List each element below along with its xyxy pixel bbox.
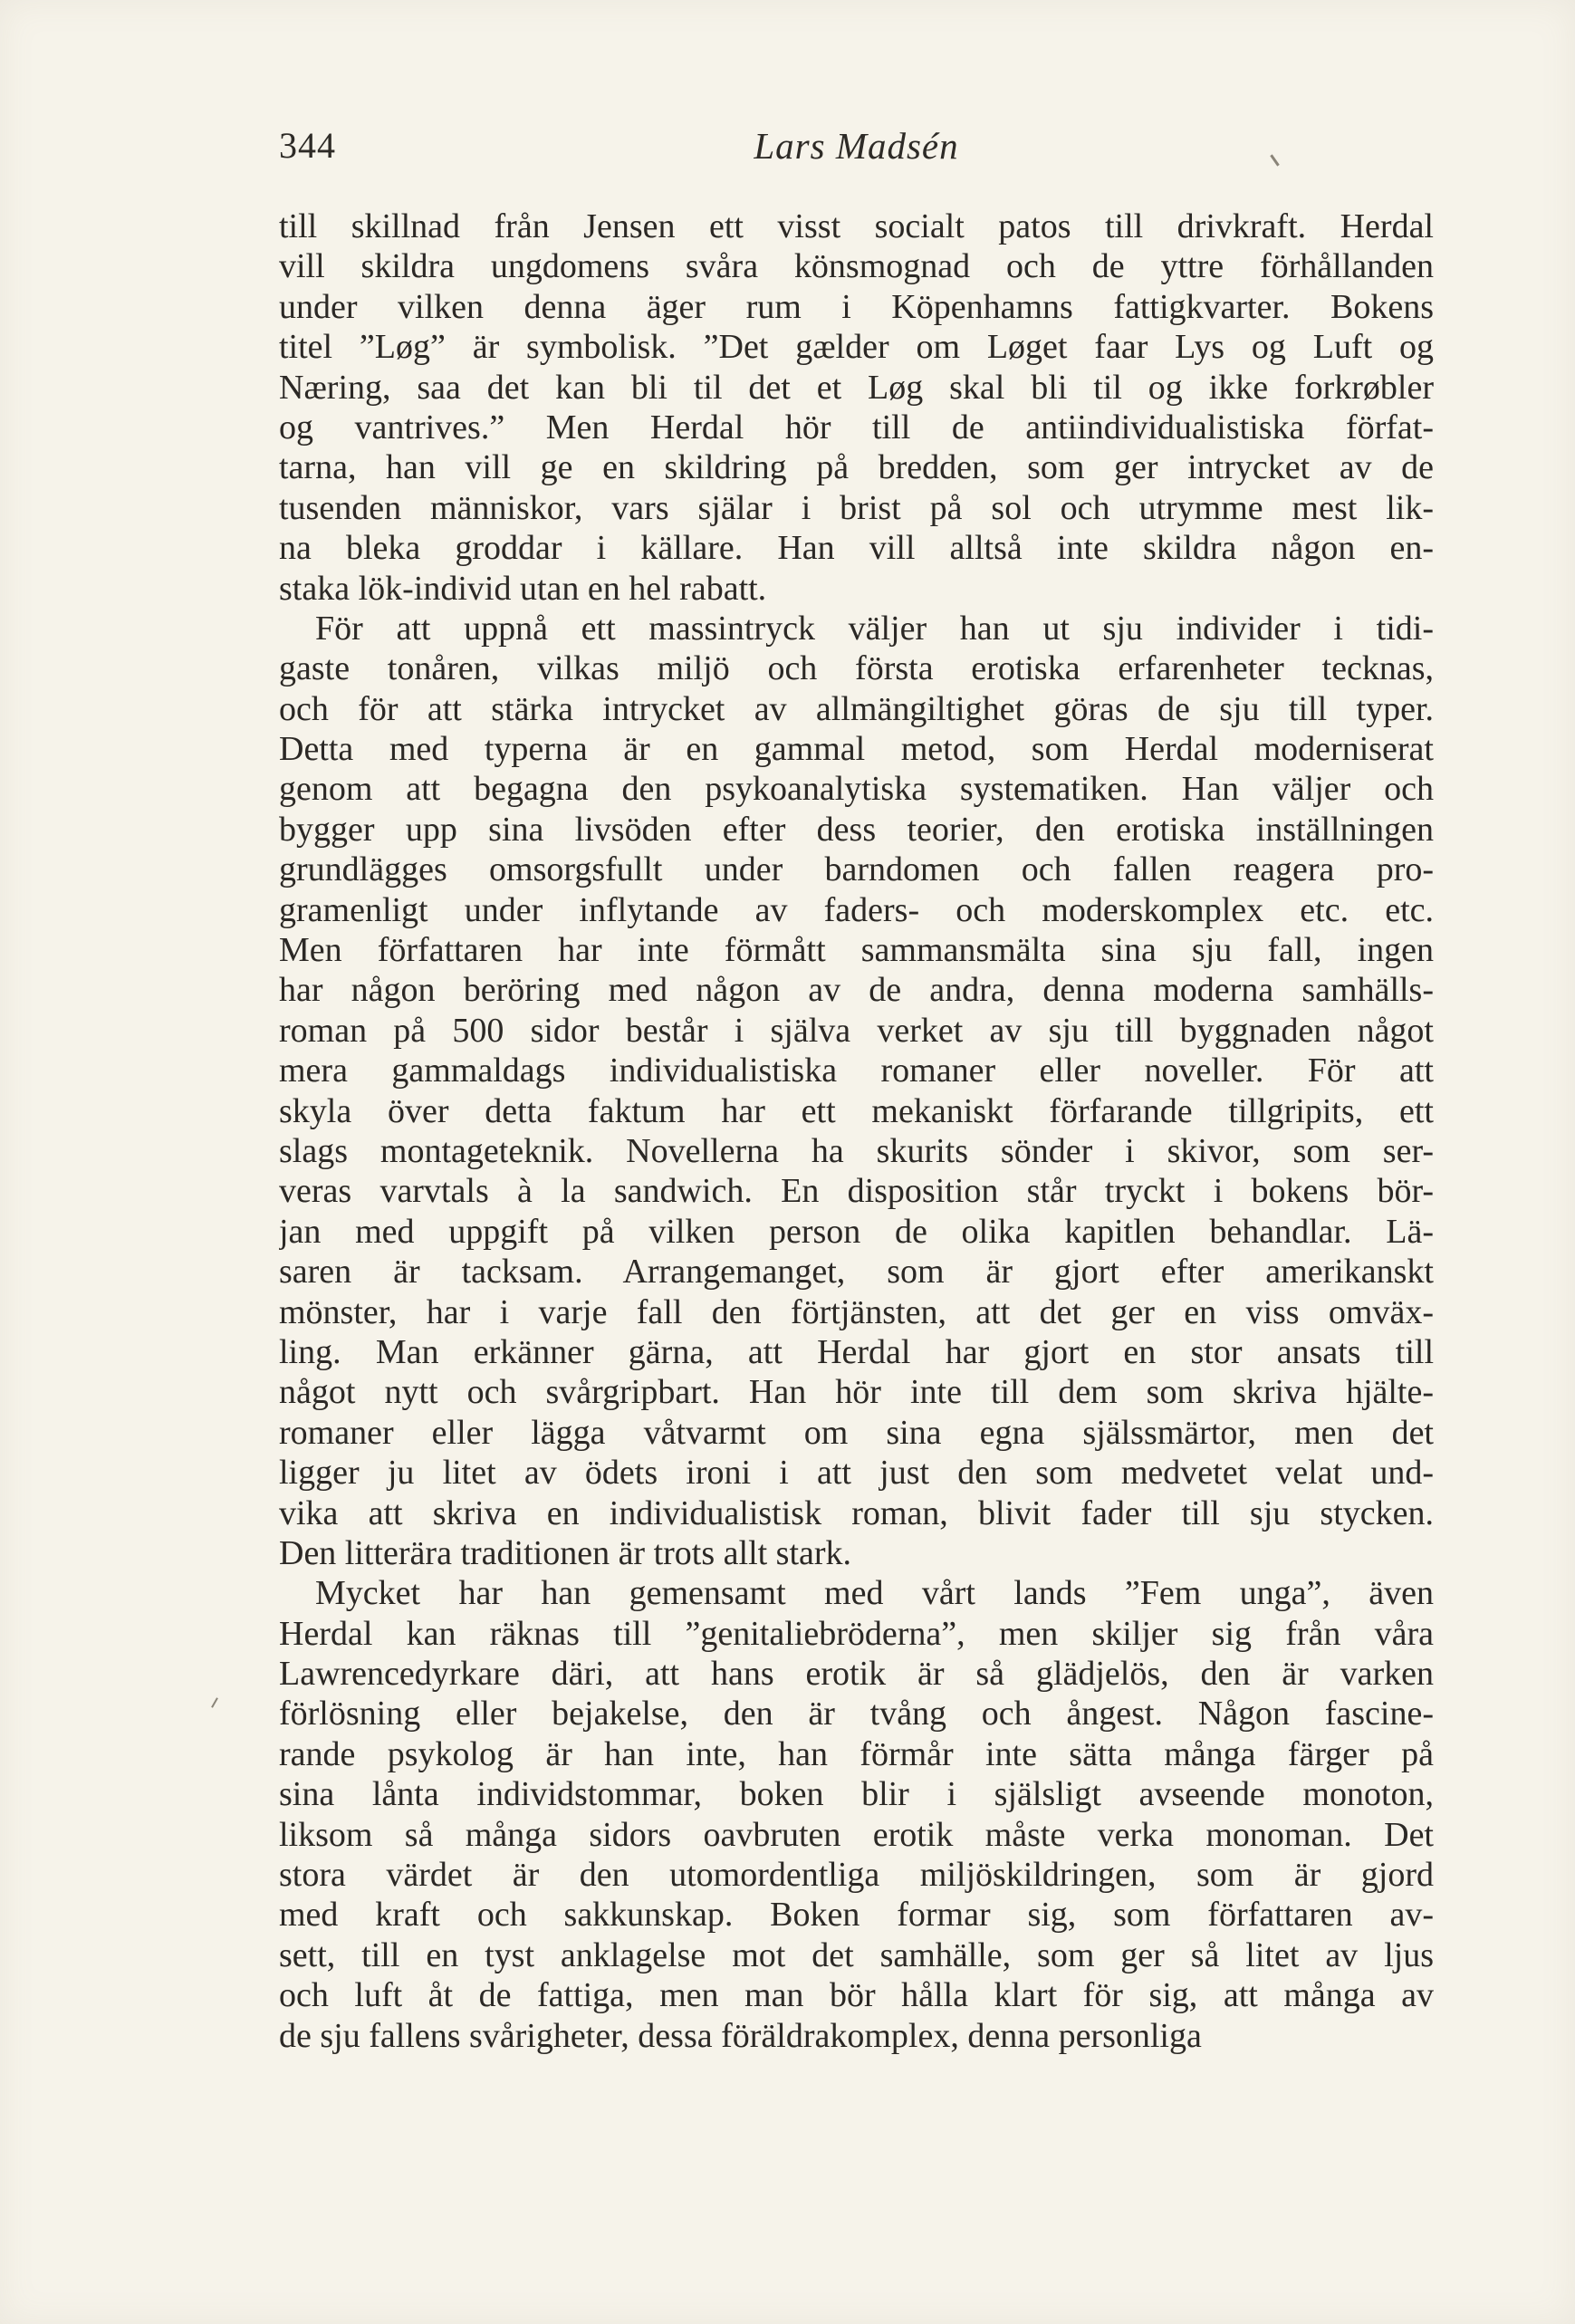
text-line: mönster, har i varje fall den förtjänsten, att det ger en viss omväx- bbox=[279, 1292, 1434, 1331]
text-line: Mycket har han gemensamt med vårt lands ”Fem unga”, även bbox=[315, 1574, 1434, 1613]
text-line: titel ”Løg” är symbolisk. ”Det gælder om Løget faar Lys og Luft og bbox=[279, 328, 1434, 367]
text-line: mera gammaldags individualistiska romaner eller noveller. För att bbox=[279, 1052, 1434, 1090]
text-line: har någon beröring med någon av de andra, denna moderna samhälls- bbox=[279, 971, 1434, 1010]
text-line: något nytt och svårgripbart. Han hör inte till dem som skriva hjälte- bbox=[279, 1373, 1434, 1412]
text-line: tusenden människor, vars själar i brist på sol och utrymme mest lik- bbox=[279, 488, 1434, 527]
text-line: sett, till en tyst anklagelse mot det samhälle, som ger så litet av ljus bbox=[279, 1935, 1434, 1974]
text-line: jan med uppgift på vilken person de olika kapitlen behandlar. Lä- bbox=[279, 1212, 1434, 1251]
text-line: staka lök-individ utan en hel rabatt. bbox=[279, 569, 767, 608]
text-line: liksom så många sidors oavbruten erotik måste verka monoman. Det bbox=[279, 1815, 1434, 1854]
text-line: Næring, saa det kan bli til det et Løg skal bli til og ikke forkrøbler bbox=[279, 368, 1434, 407]
paragraph bbox=[279, 1573, 1434, 2056]
text-line: gaste tonåren, vilkas miljö och första erotiska erfarenheter tecknas, bbox=[279, 649, 1434, 688]
text-line: stora värdet är den utomordentliga miljöskildringen, som är gjord bbox=[279, 1856, 1434, 1895]
text-line: rande psykolog är han inte, han förmår inte sätta många färger på bbox=[279, 1734, 1434, 1773]
running-title: Lars Madsén bbox=[754, 125, 959, 167]
body-text bbox=[279, 206, 1434, 2056]
text-line: grundlägges omsorgsfullt under barndomen och fallen reagera pro- bbox=[279, 850, 1434, 889]
stray-ink-mark bbox=[211, 1697, 218, 1707]
text-line: romaner eller lägga våtvarmt om sina egna själssmärtor, men det bbox=[279, 1413, 1434, 1452]
text-line: och för att stärka intrycket av allmängiltighet göras de sju till typer. bbox=[279, 689, 1434, 728]
text-line: veras varvtals à la sandwich. En disposition står tryckt i bokens bör- bbox=[279, 1172, 1434, 1211]
text-line: og vantrives.” Men Herdal hör till de antiindividualistiska förfat- bbox=[279, 408, 1434, 447]
paragraph bbox=[279, 206, 1434, 609]
text-line: gramenligt under inflytande av faders- och moderskomplex etc. etc. bbox=[279, 890, 1434, 929]
text-line: slags montageteknik. Novellerna ha skurits sönder i skivor, som ser- bbox=[279, 1131, 1434, 1170]
text-line: Lawrencedyrkare däri, att hans erotik är så glädjelös, den är varken bbox=[279, 1655, 1434, 1694]
text-line: med kraft och sakkunskap. Boken formar sig, som författaren av- bbox=[279, 1896, 1434, 1935]
text-line: Men författaren har inte förmått sammansmälta sina sju fall, ingen bbox=[279, 931, 1434, 970]
text-line: ling. Man erkänner gärna, att Herdal har gjort en stor ansats till bbox=[279, 1332, 1434, 1371]
text-line: saren är tacksam. Arrangemanget, som är gjort efter amerikanskt bbox=[279, 1253, 1434, 1292]
text-line: de sju fallens svårigheter, dessa föräldrakomplex, denna personliga bbox=[279, 2016, 1202, 2055]
paragraph bbox=[279, 609, 1434, 1573]
text-line: Den litterära traditionen är trots allt stark. bbox=[279, 1533, 852, 1572]
text-line: bygger upp sina livsöden efter dess teorier, den erotiska inställningen bbox=[279, 810, 1434, 849]
text-line: na bleka groddar i källare. Han vill alltså inte skildra någon en- bbox=[279, 529, 1434, 568]
text-line: tarna, han vill ge en skildring på bredden, som ger intrycket av de bbox=[279, 448, 1434, 487]
text-line: För att uppnå ett massintryck väljer han ut sju individer i tidi- bbox=[315, 609, 1434, 648]
running-head bbox=[279, 124, 1434, 175]
text-line: vill skildra ungdomens svåra könsmognad och de yttre förhållanden bbox=[279, 247, 1434, 286]
text-line: vika att skriva en individualistisk roman, blivit fader till sju stycken. bbox=[279, 1493, 1434, 1532]
text-line: sina lånta individstommar, boken blir i själsligt avseende monoton, bbox=[279, 1775, 1434, 1814]
text-line: skyla över detta faktum har ett mekaniskt förfarande tillgripits, ett bbox=[279, 1091, 1434, 1130]
page-number: 344 bbox=[279, 125, 336, 166]
text-line: och luft åt de fattiga, men man bör hålla klart för sig, att många av bbox=[279, 1976, 1434, 2015]
text-line: genom att begagna den psykoanalytiska systematiken. Han väljer och bbox=[279, 770, 1434, 809]
text-line: Detta med typerna är en gammal metod, som Herdal moderniserat bbox=[279, 730, 1434, 769]
text-line: roman på 500 sidor består i själva verket av sju till byggnaden något bbox=[279, 1011, 1434, 1050]
text-line: under vilken denna äger rum i Köpenhamns fattigkvarter. Bokens bbox=[279, 287, 1434, 326]
text-line: förlösning eller bejakelse, den är tvång och ångest. Någon fascine- bbox=[279, 1695, 1434, 1733]
text-line: ligger ju litet av ödets ironi i att just den som medvetet velat und- bbox=[279, 1454, 1434, 1493]
text-line: Herdal kan räknas till ”genitaliebröderna”, men skiljer sig från våra bbox=[279, 1614, 1434, 1653]
text-line: till skillnad från Jensen ett visst socialt patos till drivkraft. Herdal bbox=[279, 207, 1434, 245]
